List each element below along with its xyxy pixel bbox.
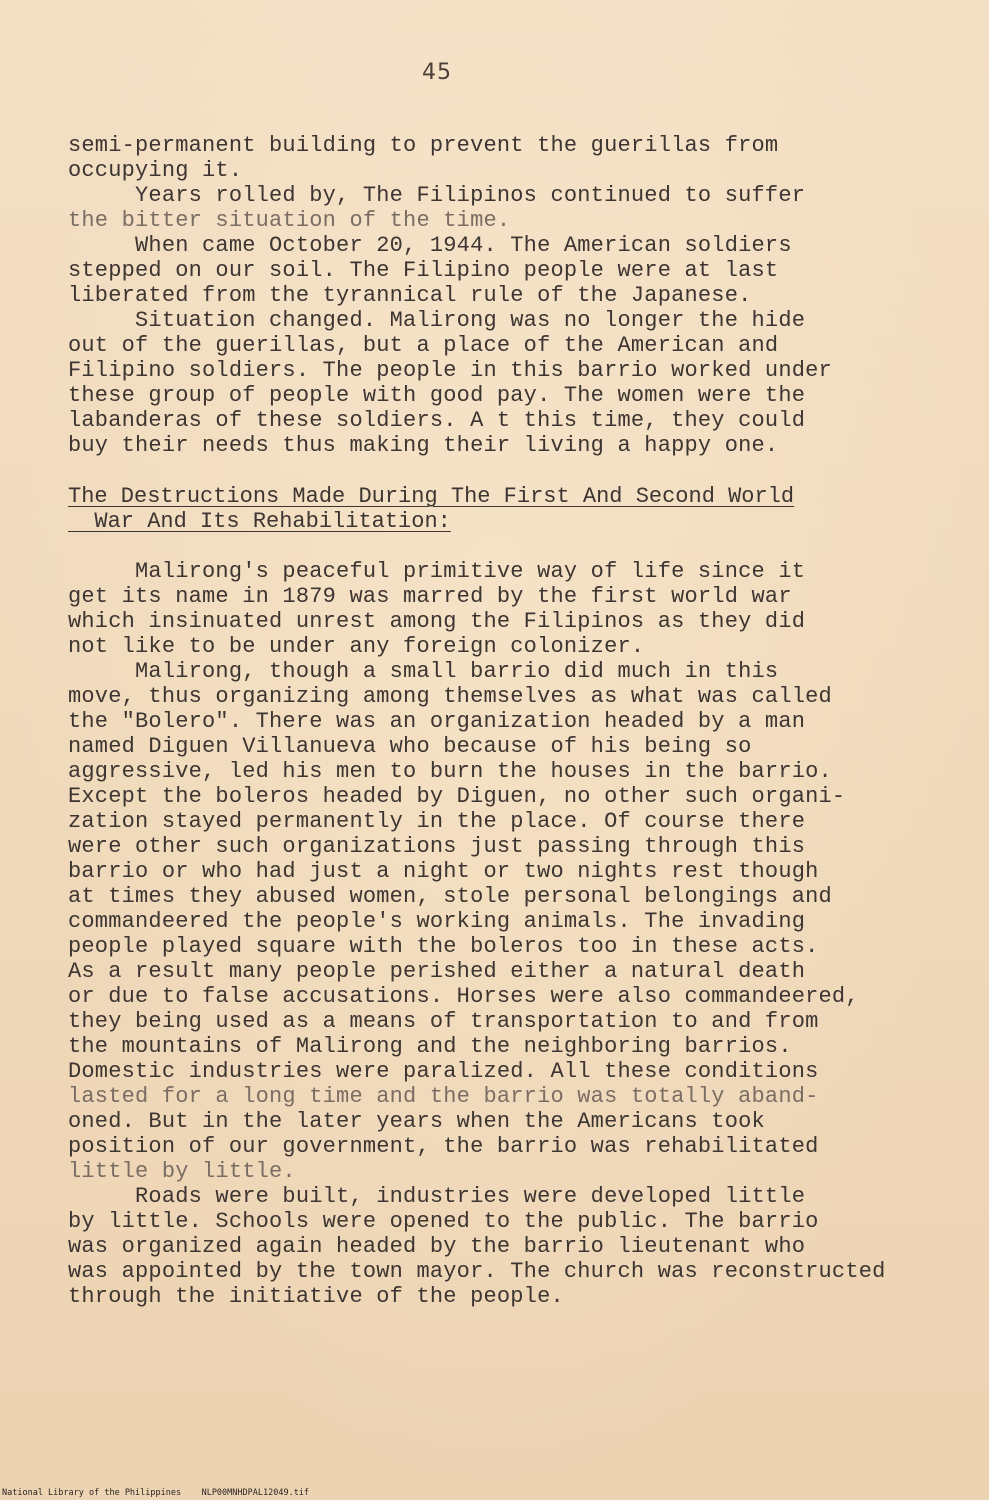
text-line: Filipino soldiers. The people in this barrio worked under (68, 358, 832, 383)
text-line: As a result many people perished either a natural death (68, 959, 806, 984)
text-line: Roads were built, industries were developed little (68, 1184, 806, 1209)
text-line: Domestic industries were paralized. All these conditions (68, 1059, 819, 1084)
text-line: aggressive, led his men to burn the houses in the barrio. (68, 759, 832, 784)
text-line: Malirong's peaceful primitive way of life since it (68, 559, 806, 584)
text-line: get its name in 1879 was marred by the first world war (68, 584, 792, 609)
text-line: position of our government, the barrio was rehabilitated (68, 1134, 819, 1159)
section-heading-line-1: The Destructions Made During The First And Second World (68, 484, 795, 509)
text-line: Except the boleros headed by Diguen, no other such organi- (68, 784, 846, 809)
text-line: occupying it. (68, 158, 243, 183)
text-line: zation stayed permanently in the place. Of course there (68, 809, 806, 834)
text-line: out of the guerillas, but a place of the American and (68, 333, 779, 358)
section-heading-line-2: War And Its Rehabilitation: (68, 509, 451, 534)
text-line: Malirong, though a small barrio did much in this (68, 659, 779, 684)
text-line: the bitter situation of the time. (68, 208, 511, 233)
text-line: was organized again headed by the barrio lieutenant who (68, 1234, 806, 1259)
text-line: by little. Schools were opened to the public. The barrio (68, 1209, 819, 1234)
text-line: named Diguen Villanueva who because of his being so (68, 734, 752, 759)
text-line: was appointed by the town mayor. The church was reconstructed (68, 1259, 886, 1284)
text-line: the "Bolero". There was an organization headed by a man (68, 709, 806, 734)
text-line: oned. But in the later years when the Americans took (68, 1109, 765, 1134)
text-line: semi-permanent building to prevent the guerillas from (68, 133, 779, 158)
text-line: stepped on our soil. The Filipino people were at last (68, 258, 779, 283)
text-line: buy their needs thus making their living a happy one. (68, 433, 779, 458)
text-line: not like to be under any foreign colonizer. (68, 634, 645, 659)
text-line: Situation changed. Malirong was no longer the hide (68, 308, 806, 333)
text-line: they being used as a means of transportation to and from (68, 1009, 819, 1034)
text-line: people played square with the boleros too in these acts. (68, 934, 819, 959)
text-line: or due to false accusations. Horses were also commandeered, (68, 984, 859, 1009)
text-line: liberated from the tyrannical rule of the Japanese. (68, 283, 752, 308)
text-line: When came October 20, 1944. The American soldiers (68, 233, 792, 258)
text-line: at times they abused women, stole personal belongings and (68, 884, 832, 909)
archive-footer: National Library of the Philippines NLP00MNHDPAL12049.tif (2, 1488, 310, 1498)
text-line: which insinuated unrest among the Filipinos as they did (68, 609, 806, 634)
text-line: little by little. (68, 1159, 296, 1184)
text-line: the mountains of Malirong and the neighboring barrios. (68, 1034, 792, 1059)
text-line: labanderas of these soldiers. A t this time, they could (68, 408, 806, 433)
text-line: Years rolled by, The Filipinos continued to suffer (68, 183, 806, 208)
text-line: lasted for a long time and the barrio was totally aband- (68, 1084, 819, 1109)
text-line: move, thus organizing among themselves as what was called (68, 684, 832, 709)
text-line: through the initiative of the people. (68, 1284, 564, 1309)
text-line: these group of people with good pay. The women were the (68, 383, 806, 408)
text-line: barrio or who had just a night or two nights rest though (68, 859, 819, 884)
text-line: were other such organizations just passing through this (68, 834, 806, 859)
page-number: 45 (422, 60, 452, 85)
text-line: commandeered the people's working animals. The invading (68, 909, 806, 934)
